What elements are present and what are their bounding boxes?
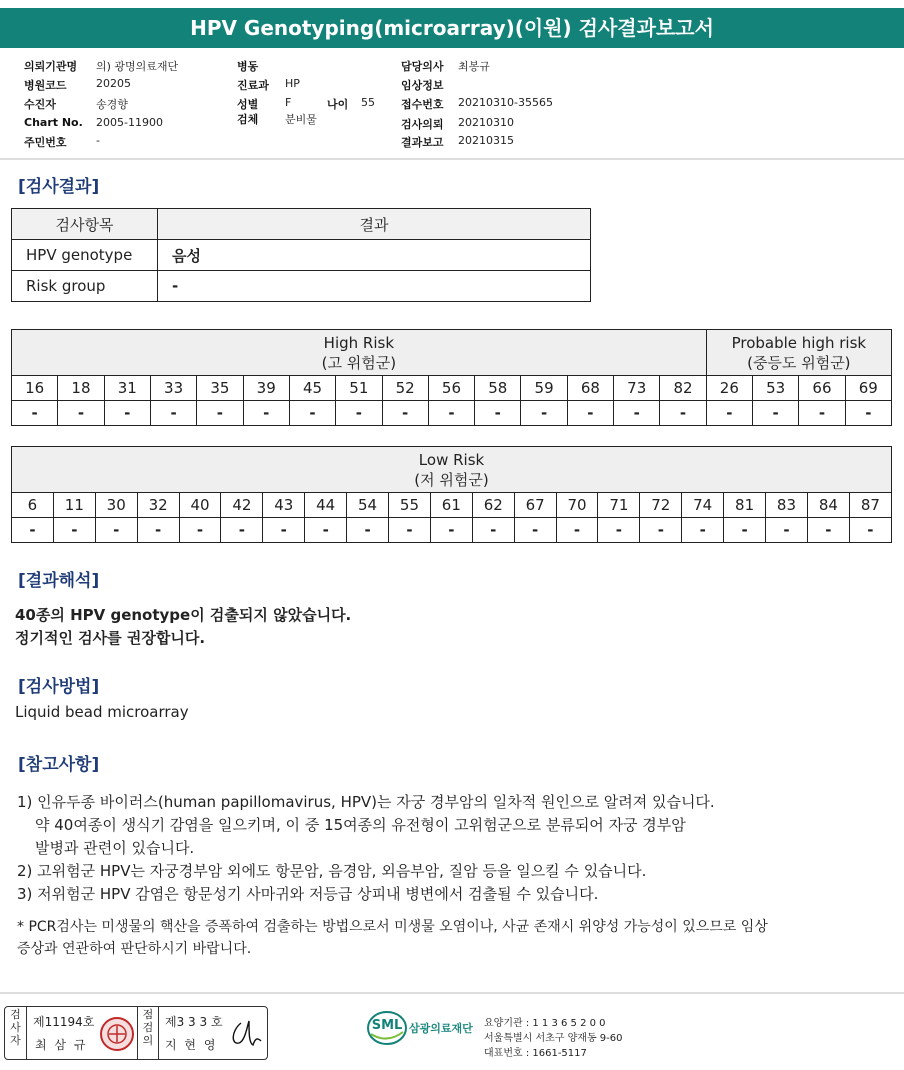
company-address — [484, 1016, 623, 1061]
id-value: - — [96, 134, 100, 147]
signature-box — [4, 1006, 268, 1060]
genotype-cell: 31 — [104, 376, 150, 401]
genotype-result-cell: - — [514, 518, 556, 543]
genotype-result-cell: - — [305, 518, 347, 543]
table-row — [12, 240, 591, 271]
genotype-cell: 83 — [766, 493, 808, 518]
specimen-value: 분비물 — [285, 113, 317, 126]
address-line: 서울특별시 서초구 양재동 9-60 — [484, 1033, 623, 1044]
request-value: 20210310 — [458, 116, 514, 129]
low-risk-types-row — [12, 493, 892, 518]
result-value: 음성 — [158, 240, 591, 271]
genotype-cell: 40 — [179, 493, 221, 518]
genotype-result-cell: - — [614, 401, 660, 426]
sex-label: 성별 — [237, 98, 259, 111]
genotype-cell: 56 — [428, 376, 474, 401]
genotype-result-cell: - — [347, 518, 389, 543]
genotype-cell: 16 — [12, 376, 58, 401]
specimen-label: 검체 — [237, 113, 259, 126]
report-label: 결과보고 — [401, 136, 444, 149]
report-title: HPV Genotyping(microarray)(이원) 검사결과보고서 — [0, 8, 904, 48]
inspector-label: 검사자 — [5, 1007, 27, 1059]
genotype-cell: 33 — [150, 376, 196, 401]
note-item: 2) 고위험군 HPV는 자궁경부암 외에도 항문암, 음경암, 외음부암, 질암 등을 일으킬 수 있습니다. — [17, 862, 647, 880]
genotype-result-cell: - — [556, 518, 598, 543]
footnote — [17, 916, 768, 960]
notes-list — [17, 791, 715, 906]
genotype-cell: 67 — [514, 493, 556, 518]
receipt-label: 접수번호 — [401, 98, 444, 111]
result-value: - — [158, 271, 591, 302]
hospital-value: 의) 광명의료재단 — [96, 60, 179, 73]
genotype-cell: 58 — [475, 376, 521, 401]
ward-label: 병동 — [237, 60, 259, 73]
report-value: 20210315 — [458, 134, 514, 147]
footnote-line: * PCR검사는 미생물의 핵산을 증폭하여 검출하는 방법으로서 미생물 오염이나, 사균 존재시 위양성 가능성이 있으므로 임상 — [17, 919, 768, 935]
genotype-result-cell: - — [807, 518, 849, 543]
institution-code: 요양기관 : 1 1 3 6 5 2 0 0 — [484, 1018, 606, 1029]
genotype-result-cell: - — [845, 401, 891, 426]
genotype-result-cell: - — [137, 518, 179, 543]
inspector-name: 최 삼 규 — [35, 1038, 88, 1052]
high-risk-table — [11, 329, 892, 426]
age-value: 55 — [361, 96, 375, 109]
patient-label: 수진자 — [24, 98, 56, 111]
request-label: 검사의뢰 — [401, 118, 444, 131]
patient-info — [0, 52, 904, 160]
genotype-result-cell: - — [150, 401, 196, 426]
genotype-cell: 68 — [567, 376, 613, 401]
high-risk-subtitle: (고 위험군) — [321, 353, 397, 372]
genotype-result-cell: - — [660, 401, 706, 426]
genotype-result-cell: - — [428, 401, 474, 426]
inspector-no: 제11194호 — [33, 1015, 95, 1029]
genotype-result-cell: - — [706, 401, 752, 426]
phone-line: 대표번호 : 1661-5117 — [484, 1048, 587, 1059]
seal-icon — [99, 1016, 135, 1052]
result-table — [11, 208, 591, 302]
genotype-cell: 87 — [849, 493, 891, 518]
genotype-result-cell: - — [475, 401, 521, 426]
probable-risk-header — [706, 330, 891, 376]
doctor-value: 최봉규 — [458, 60, 490, 73]
genotype-result-cell: - — [766, 518, 808, 543]
result-col-item: 검사항목 — [12, 209, 158, 240]
genotype-result-cell: - — [336, 401, 382, 426]
genotype-cell: 30 — [95, 493, 137, 518]
genotype-result-cell: - — [95, 518, 137, 543]
genotype-result-cell: - — [221, 518, 263, 543]
probable-risk-subtitle: (중등도 위험군) — [747, 353, 851, 372]
result-col-value: 결과 — [158, 209, 591, 240]
high-risk-header — [12, 330, 707, 376]
low-risk-subtitle: (저 위험군) — [414, 470, 489, 489]
patient-value: 송경향 — [96, 98, 128, 111]
high-risk-results-row — [12, 401, 892, 426]
genotype-result-cell: - — [430, 518, 472, 543]
report-footer — [0, 992, 904, 1070]
genotype-result-cell: - — [289, 401, 335, 426]
genotype-cell: 39 — [243, 376, 289, 401]
section-notes-title: [참고사항] — [18, 755, 100, 775]
genotype-result-cell: - — [682, 518, 724, 543]
genotype-result-cell: - — [12, 401, 58, 426]
genotype-cell: 61 — [430, 493, 472, 518]
genotype-result-cell: - — [243, 401, 289, 426]
high-risk-types-row — [12, 376, 892, 401]
interpretation-text — [15, 604, 351, 650]
genotype-cell: 71 — [598, 493, 640, 518]
genotype-result-cell: - — [472, 518, 514, 543]
genotype-cell: 18 — [58, 376, 104, 401]
note-item-cont: 발병과 관련이 있습니다. — [35, 839, 195, 857]
genotype-cell: 52 — [382, 376, 428, 401]
hospital-label: 의뢰기관명 — [24, 60, 78, 73]
genotype-result-cell: - — [521, 401, 567, 426]
note-item: 1) 인유두종 바이러스(human papillomavirus, HPV)는 자궁 경부암의 일차적 원인으로 알려져 있습니다. — [17, 793, 715, 811]
genotype-cell: 73 — [614, 376, 660, 401]
note-item: 3) 저위험군 HPV 감염은 항문성기 사마귀와 저등급 상피내 병변에서 검출될 수 있습니다. — [17, 885, 599, 903]
genotype-result-cell: - — [724, 518, 766, 543]
genotype-result-cell: - — [640, 518, 682, 543]
low-risk-table — [11, 446, 892, 543]
genotype-cell: 42 — [221, 493, 263, 518]
high-risk-title: High Risk — [323, 333, 395, 352]
genotype-cell: 45 — [289, 376, 335, 401]
low-risk-header — [12, 447, 892, 493]
doctor-label: 담당의사 — [401, 60, 444, 73]
genotype-result-cell: - — [389, 518, 431, 543]
company-logo — [367, 1008, 473, 1052]
section-interpretation-title: [결과해석] — [18, 571, 100, 591]
genotype-cell: 32 — [137, 493, 179, 518]
genotype-cell: 84 — [807, 493, 849, 518]
logo-text: SML — [371, 1018, 403, 1033]
footnote-line: 증상과 연관하여 판단하시기 바랍니다. — [17, 941, 252, 957]
table-row — [12, 271, 591, 302]
reviewer-label: 점검의 — [137, 1007, 159, 1059]
genotype-cell: 59 — [521, 376, 567, 401]
genotype-cell: 66 — [799, 376, 845, 401]
clinical-label: 임상정보 — [401, 79, 444, 92]
genotype-cell: 35 — [197, 376, 243, 401]
chart-label: Chart No. — [24, 116, 83, 129]
code-value: 20205 — [96, 77, 131, 90]
genotype-cell: 51 — [336, 376, 382, 401]
genotype-cell: 11 — [53, 493, 95, 518]
genotype-result-cell: - — [53, 518, 95, 543]
reviewer-name: 지 현 영 — [165, 1038, 218, 1052]
chart-value: 2005-11900 — [96, 116, 163, 129]
genotype-result-cell: - — [58, 401, 104, 426]
genotype-cell: 55 — [389, 493, 431, 518]
id-label: 주민번호 — [24, 136, 67, 149]
signature-icon — [227, 1017, 263, 1051]
genotype-result-cell: - — [263, 518, 305, 543]
result-item: HPV genotype — [12, 240, 158, 271]
genotype-cell: 74 — [682, 493, 724, 518]
genotype-result-cell: - — [12, 518, 54, 543]
section-result-title: [검사결과] — [18, 177, 100, 197]
genotype-result-cell: - — [567, 401, 613, 426]
low-risk-title: Low Risk — [418, 450, 485, 469]
genotype-cell: 6 — [12, 493, 54, 518]
genotype-cell: 53 — [753, 376, 799, 401]
genotype-result-cell: - — [179, 518, 221, 543]
method-text: Liquid bead microarray — [15, 703, 189, 721]
sex-value: F — [285, 96, 292, 109]
genotype-result-cell: - — [753, 401, 799, 426]
genotype-result-cell: - — [799, 401, 845, 426]
genotype-result-cell: - — [197, 401, 243, 426]
genotype-cell: 81 — [724, 493, 766, 518]
genotype-cell: 70 — [556, 493, 598, 518]
interpretation-line: 정기적인 검사를 권장합니다. — [15, 629, 206, 647]
genotype-cell: 43 — [263, 493, 305, 518]
genotype-result-cell: - — [104, 401, 150, 426]
age-label: 나이 — [327, 98, 349, 111]
company-name: 삼광의료재단 — [409, 1022, 473, 1035]
section-method-title: [검사방법] — [18, 677, 100, 697]
probable-risk-title: Probable high risk — [731, 333, 867, 352]
genotype-cell: 69 — [845, 376, 891, 401]
reviewer-no: 제3 3 3 호 — [165, 1015, 223, 1029]
dept-value: HP — [285, 77, 300, 90]
dept-label: 진료과 — [237, 79, 269, 92]
interpretation-line: 40종의 HPV genotype이 검출되지 않았습니다. — [15, 606, 352, 624]
genotype-cell: 62 — [472, 493, 514, 518]
genotype-cell: 72 — [640, 493, 682, 518]
genotype-result-cell: - — [849, 518, 891, 543]
genotype-cell: 54 — [347, 493, 389, 518]
genotype-result-cell: - — [382, 401, 428, 426]
genotype-result-cell: - — [598, 518, 640, 543]
result-item: Risk group — [12, 271, 158, 302]
genotype-cell: 82 — [660, 376, 706, 401]
genotype-cell: 26 — [706, 376, 752, 401]
low-risk-results-row — [12, 518, 892, 543]
genotype-cell: 44 — [305, 493, 347, 518]
receipt-value: 20210310-35565 — [458, 96, 553, 109]
code-label: 병원코드 — [24, 79, 67, 92]
note-item-cont: 약 40여종이 생식기 감염을 일으키며, 이 중 15여종의 유전형이 고위험군으로 분류되어 자궁 경부암 — [35, 816, 686, 834]
